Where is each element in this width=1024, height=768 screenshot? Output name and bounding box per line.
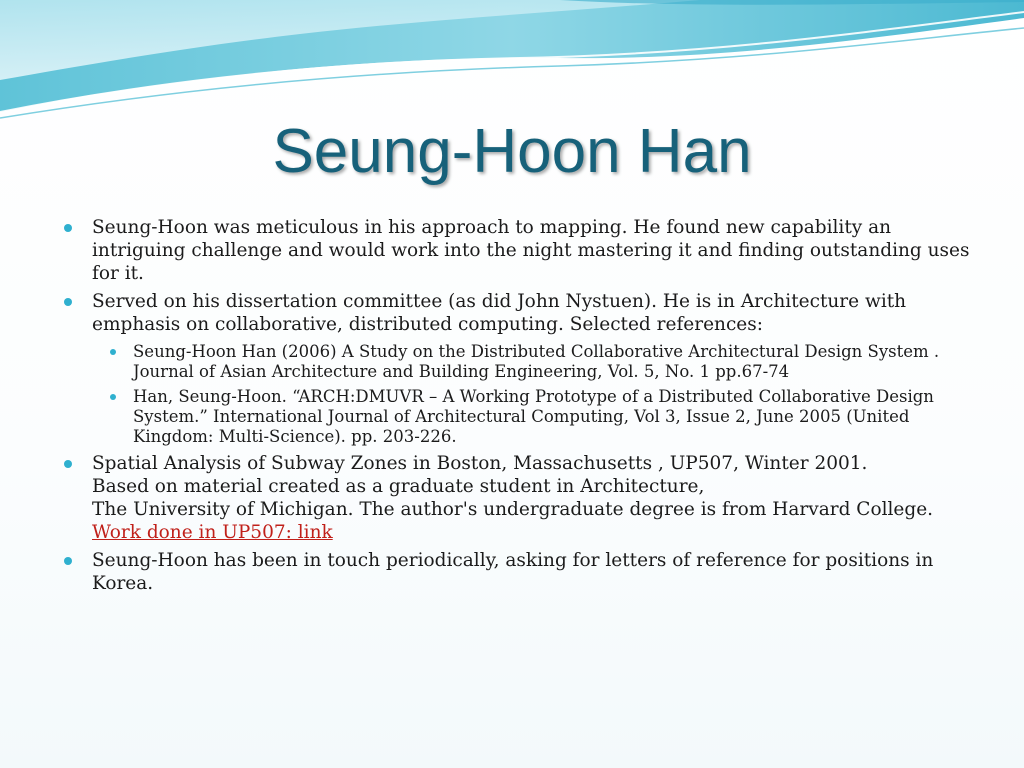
bullet-list [60,216,980,595]
sub-bullet-list [92,342,980,447]
reference-text: Seung-Hoon Han (2006) A Study on the Distributed Collaborative Architectural Design System . Journal of Asian Architecture and Building Engineering, Vol. 5, No. 1 pp.67-74 [133,342,940,381]
reference-text: Han, Seung-Hoon. “ARCH:DMUVR – A Working Prototype of a Distributed Collaborative Design System.” International Journal of Architectural Computing, Vol 3, Issue 2, June 2005 (United Kingdom: Multi-Science). pp. 203-226. [133,387,934,446]
bullet-text: Seung-Hoon has been in touch periodically, asking for letters of reference for positions in Korea. [92,550,934,594]
sub-bullet-dot-icon [110,394,116,400]
list-item [60,549,980,595]
bullet-text: Served on his dissertation committee (as did John Nystuen). He is in Architecture with emphasis on collaborative, distributed computing. Selected references: [92,291,907,335]
list-item [60,290,980,447]
slide-title: Seung-Hoon Han [272,117,752,186]
sub-list-item [92,387,980,447]
bullet-dot-icon [64,224,72,232]
sub-bullet-dot-icon [110,349,116,355]
list-item [60,216,980,285]
work-link[interactable]: Work done in UP507: link [92,522,333,543]
bullet-dot-icon [64,460,72,468]
bullet-dot-icon [64,557,72,565]
slide-body [60,216,980,600]
bullet-dot-icon [64,298,72,306]
bullet-text-line: Based on material created as a graduate student in Architecture, [92,476,705,497]
bullet-text-line: The University of Michigan. The author's undergraduate degree is from Harvard College. [92,499,934,520]
sub-list-item [92,342,980,382]
bullet-text-line: Spatial Analysis of Subway Zones in Boston, Massachusetts , UP507, Winter 2001. [92,453,868,474]
list-item [60,452,980,544]
bullet-text: Seung-Hoon was meticulous in his approach to mapping. He found new capability an intriguing challenge and would work into the night mastering it and finding outstanding uses for it. [92,217,970,284]
